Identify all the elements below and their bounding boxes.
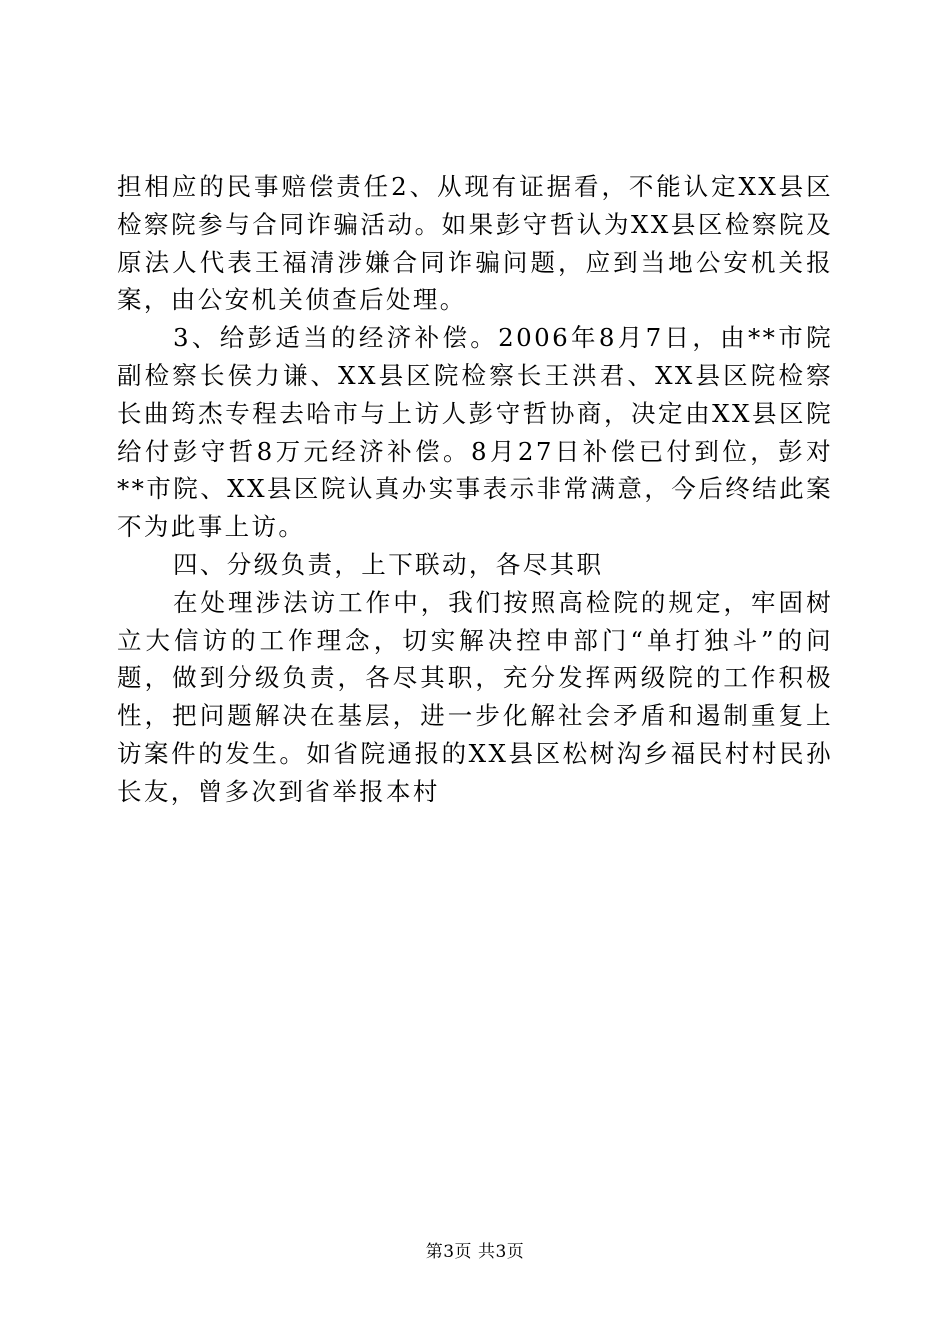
document-body: [117, 168, 833, 811]
section-heading: 四、分级负责，上下联动，各尽其职: [173, 549, 604, 579]
page-footer: 第3页 共3页: [425, 1242, 525, 1262]
paragraph-1: 担相应的民事赔偿责任2、从现有证据看，不能认定XX县区检察院参与合同诈骗活动。如果彭守哲认为XX县区检察院及原法人代表王福清涉嫌合同诈骗问题，应到当地公安机关报案，由公安机关侦查后处理。: [117, 172, 833, 315]
paragraph-2: 3、给彭适当的经济补偿。2006年8月7日，由**市院副检察长侯力谦、XX县区院检察长王洪君、XX县区院检察长曲筠杰专程去哈市与上访人彭守哲协商，决定由XX县区院给付彭守哲8万元经济补偿。8月27日补偿已付到位，彭对**市院、XX县区院认真办实事表示非常满意，今后终结此案不为此事上访。: [117, 323, 833, 542]
paragraph-3: 在处理涉法访工作中，我们按照高检院的规定，牢固树立大信访的工作理念，切实解决控申部门“单打独斗”的问题，做到分级负责，各尽其职，充分发挥两级院的工作积极性，把问题解决在基层，进一步化解社会矛盾和遏制重复上访案件的发生。如省院通报的XX县区松树沟乡福民村村民孙长友，曾多次到省举报本村: [117, 587, 833, 806]
